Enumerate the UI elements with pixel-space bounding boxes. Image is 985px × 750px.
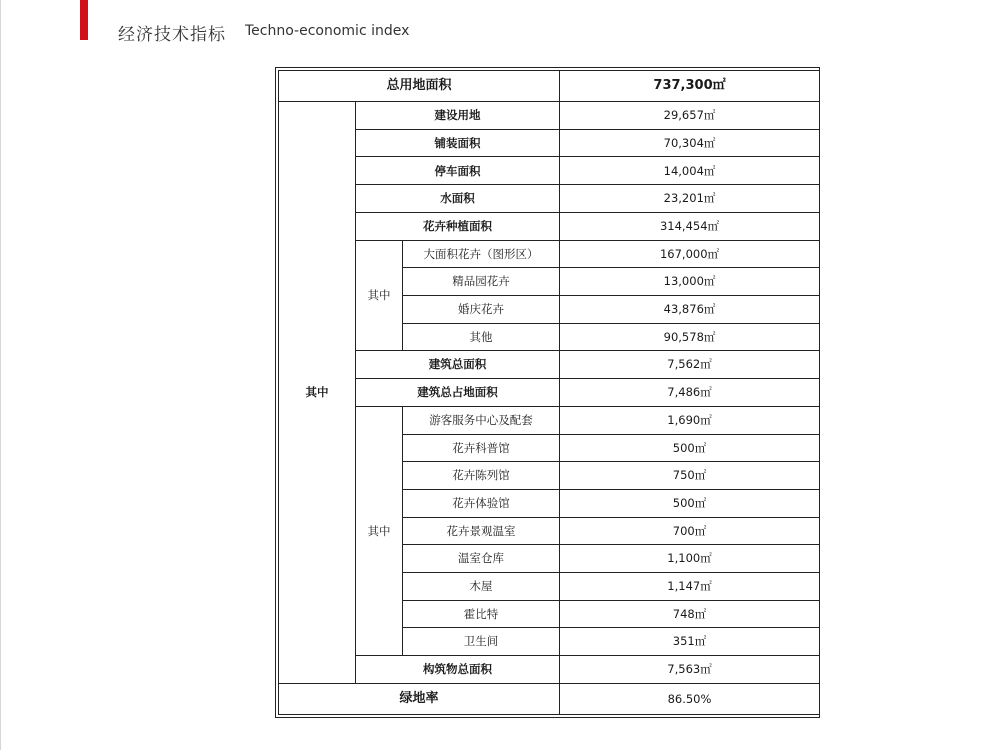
- row-value: 750㎡: [560, 462, 820, 490]
- row-label: 建筑总面积: [356, 351, 560, 379]
- table-row: [279, 185, 820, 213]
- row-value: 7,563㎡: [560, 656, 820, 684]
- table-row: [279, 406, 820, 434]
- row-label: 铺装面积: [356, 129, 560, 157]
- row-value: 700㎡: [560, 517, 820, 545]
- table-row-total-area: [279, 71, 820, 102]
- row-label: 花卉种植面积: [356, 212, 560, 240]
- row-value: 500㎡: [560, 434, 820, 462]
- row-value: 13,000㎡: [560, 268, 820, 296]
- row-label: 木屋: [403, 573, 560, 601]
- table-row: [279, 379, 820, 407]
- total-area-label: 总用地面积: [279, 71, 560, 102]
- row-label: 停车面积: [356, 157, 560, 185]
- table-row-green-ratio: [279, 683, 820, 714]
- green-ratio-label: 绿地率: [279, 683, 560, 714]
- row-label: 建设用地: [356, 102, 560, 130]
- row-label: 花卉体验馆: [403, 489, 560, 517]
- header-accent-bar: [80, 0, 88, 40]
- row-value: 7,486㎡: [560, 379, 820, 407]
- table-row: [279, 240, 820, 268]
- row-label: 婚庆花卉: [403, 295, 560, 323]
- row-label: 花卉陈列馆: [403, 462, 560, 490]
- page-title-cn: 经济技术指标: [118, 25, 226, 45]
- row-label: 花卉科普馆: [403, 434, 560, 462]
- row-value: 314,454㎡: [560, 212, 820, 240]
- row-value: 351㎡: [560, 628, 820, 656]
- table-row: [279, 102, 820, 130]
- row-value: 167,000㎡: [560, 240, 820, 268]
- table-row: [279, 351, 820, 379]
- row-value: 23,201㎡: [560, 185, 820, 213]
- row-value: 1,100㎡: [560, 545, 820, 573]
- table-row: [279, 157, 820, 185]
- green-ratio-value: 86.50%: [560, 683, 820, 714]
- table-row: [279, 212, 820, 240]
- row-value: 748㎡: [560, 600, 820, 628]
- row-label: 温室仓库: [403, 545, 560, 573]
- row-value: 7,562㎡: [560, 351, 820, 379]
- row-value: 500㎡: [560, 489, 820, 517]
- row-label: 花卉景观温室: [403, 517, 560, 545]
- group-label-buildings: 其中: [356, 406, 403, 655]
- row-value: 1,147㎡: [560, 573, 820, 601]
- row-label: 游客服务中心及配套: [403, 406, 560, 434]
- page-left-rule: [0, 0, 1, 750]
- row-value: 1,690㎡: [560, 406, 820, 434]
- row-value: 29,657㎡: [560, 102, 820, 130]
- row-label: 其他: [403, 323, 560, 351]
- table-row: [279, 656, 820, 684]
- row-label: 精品园花卉: [403, 268, 560, 296]
- row-label: 构筑物总面积: [356, 656, 560, 684]
- row-value: 43,876㎡: [560, 295, 820, 323]
- row-label: 卫生间: [403, 628, 560, 656]
- row-value: 14,004㎡: [560, 157, 820, 185]
- row-label: 大面积花卉（图形区）: [403, 240, 560, 268]
- group-label-planting: 其中: [356, 240, 403, 351]
- techno-economic-table: [275, 67, 820, 718]
- row-label: 建筑总占地面积: [356, 379, 560, 407]
- row-value: 70,304㎡: [560, 129, 820, 157]
- table-row: [279, 129, 820, 157]
- row-label: 水面积: [356, 185, 560, 213]
- total-area-value: 737,300㎡: [560, 71, 820, 102]
- group-label-main: 其中: [279, 102, 356, 684]
- row-label: 霍比特: [403, 600, 560, 628]
- row-value: 90,578㎡: [560, 323, 820, 351]
- page-title-en: Techno-economic index: [245, 23, 410, 39]
